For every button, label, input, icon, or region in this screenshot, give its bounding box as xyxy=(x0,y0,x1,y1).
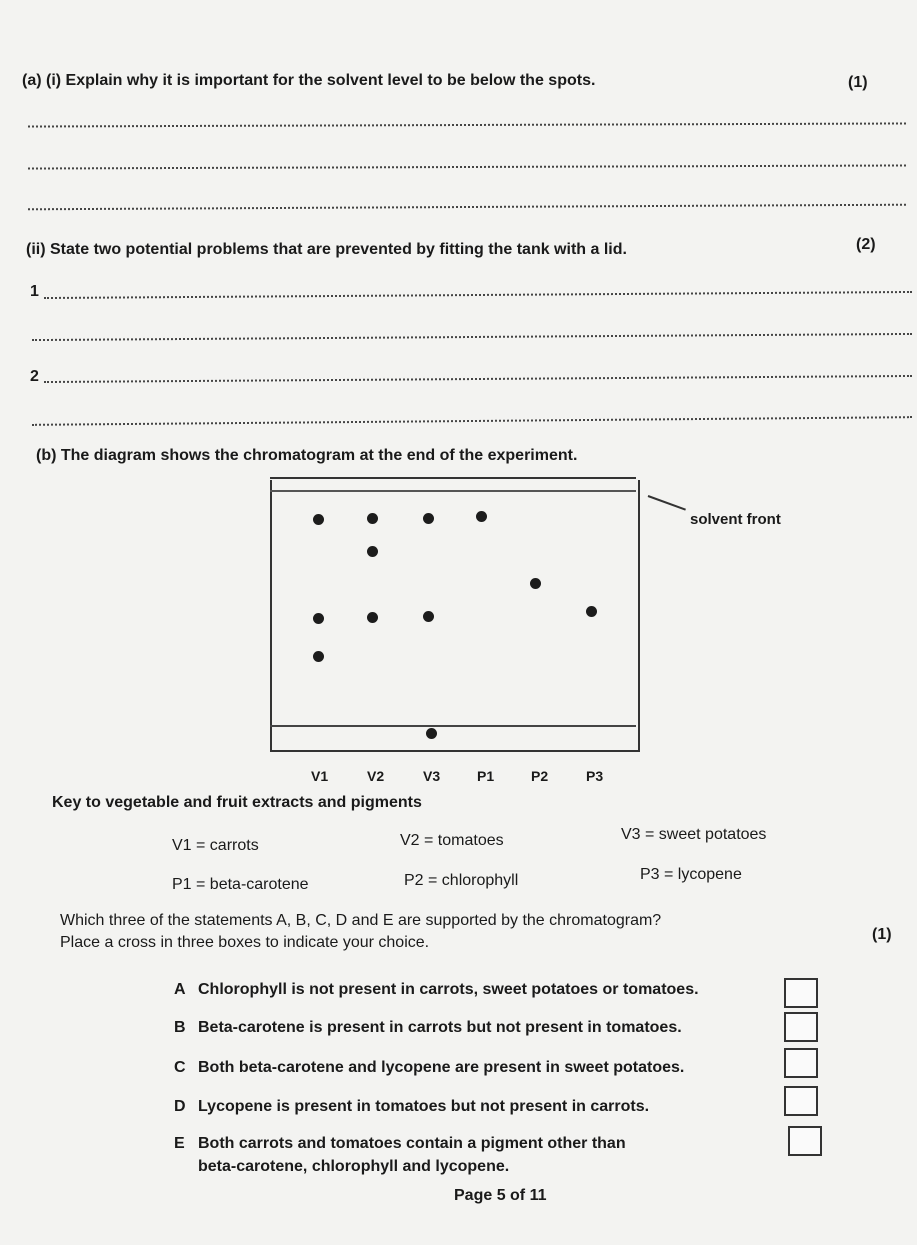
solvent-front-pointer xyxy=(648,495,686,511)
statement-d-text: Lycopene is present in tomatoes but not present in carrots. xyxy=(198,1098,650,1115)
statement-e-text-line1: Both carrots and tomatoes contain a pigment other than xyxy=(198,1135,626,1152)
statement-a-letter: A xyxy=(174,981,186,998)
answer-line-a-i-2[interactable] xyxy=(28,164,906,169)
question-a-ii: (ii) State two potential problems that are prevented by fitting the tank with a lid. xyxy=(26,241,627,258)
answer-number-2: 2 xyxy=(30,368,39,385)
solvent-front-line xyxy=(270,490,636,492)
checkbox-a[interactable] xyxy=(784,978,818,1008)
statement-b-letter: B xyxy=(174,1019,186,1036)
statement-c-text: Both beta-carotene and lycopene are present in sweet potatoes. xyxy=(198,1059,685,1076)
spot-v3-2 xyxy=(423,611,434,622)
key-v3: V3 = sweet potatoes xyxy=(621,826,767,843)
answer-line-a-ii-2[interactable] xyxy=(44,375,912,383)
spot-v2-2 xyxy=(367,546,378,557)
spot-v1-2 xyxy=(313,613,324,624)
statement-e-text-line2: beta-carotene, chlorophyll and lycopene. xyxy=(198,1158,510,1175)
spot-v3-1 xyxy=(423,513,434,524)
key-p3: P3 = lycopene xyxy=(640,866,742,883)
question-b-marks: (1) xyxy=(872,926,892,943)
question-a-i-marks: (1) xyxy=(848,74,868,91)
answer-line-a-ii-1b[interactable] xyxy=(32,333,912,341)
answer-line-a-ii-2b[interactable] xyxy=(32,416,912,426)
question-b-intro: (b) The diagram shows the chromatogram at the end of the experiment. xyxy=(36,447,578,464)
statement-d xyxy=(174,1096,649,1118)
statement-d-letter: D xyxy=(174,1098,186,1115)
statement-a-text: Chlorophyll is not present in carrots, sweet potatoes or tomatoes. xyxy=(198,981,699,998)
statement-a xyxy=(174,979,699,1001)
answer-line-a-i-3[interactable] xyxy=(28,204,906,211)
question-a-ii-marks: (2) xyxy=(856,236,876,253)
page-number: Page 5 of 11 xyxy=(454,1187,547,1204)
question-b-instruction: Place a cross in three boxes to indicate your choice. xyxy=(60,934,430,951)
checkbox-e[interactable] xyxy=(788,1126,822,1156)
answer-number-1: 1 xyxy=(30,283,39,300)
spot-v1-3 xyxy=(313,651,324,662)
key-v2: V2 = tomatoes xyxy=(400,832,504,849)
lane-label-v1: V1 xyxy=(311,768,329,784)
lane-label-p1: P1 xyxy=(477,768,495,784)
statement-b xyxy=(174,1017,682,1039)
spot-p3-1 xyxy=(586,606,597,617)
baseline xyxy=(270,725,636,727)
lane-label-v3: V3 xyxy=(423,768,441,784)
statement-e-letter: E xyxy=(174,1135,185,1152)
spot-v2-1 xyxy=(367,513,378,524)
spot-baseline xyxy=(426,728,437,739)
chromatogram xyxy=(270,470,642,760)
key-title: Key to vegetable and fruit extracts and pigments xyxy=(52,794,422,811)
spot-v2-3 xyxy=(367,612,378,623)
question-a-i: (a) (i) Explain why it is important for the solvent level to be below the spots. xyxy=(22,72,596,89)
key-p2: P2 = chlorophyll xyxy=(404,872,519,889)
lane-label-v2: V2 xyxy=(367,768,385,784)
lane-label-p2: P2 xyxy=(531,768,549,784)
checkbox-c[interactable] xyxy=(784,1048,818,1078)
spot-p2-1 xyxy=(530,578,541,589)
answer-line-a-ii-1[interactable] xyxy=(44,291,912,299)
checkbox-b[interactable] xyxy=(784,1012,818,1042)
solvent-front-label: solvent front xyxy=(690,511,781,528)
checkbox-d[interactable] xyxy=(784,1086,818,1116)
key-v1: V1 = carrots xyxy=(172,837,259,854)
statement-c-letter: C xyxy=(174,1059,186,1076)
question-b: Which three of the statements A, B, C, D and E are supported by the chromatogram? xyxy=(60,912,662,929)
statement-b-text: Beta-carotene is present in carrots but not present in tomatoes. xyxy=(198,1019,682,1036)
statement-e xyxy=(174,1133,626,1155)
spot-p1-1 xyxy=(476,511,487,522)
lane-label-p3: P3 xyxy=(586,768,604,784)
paper-top-edge xyxy=(270,477,636,479)
statement-c xyxy=(174,1057,684,1079)
answer-line-a-i-1[interactable] xyxy=(28,122,906,127)
key-p1: P1 = beta-carotene xyxy=(172,876,309,893)
spot-v1-1 xyxy=(313,514,324,525)
chromatogram-paper xyxy=(270,480,640,752)
